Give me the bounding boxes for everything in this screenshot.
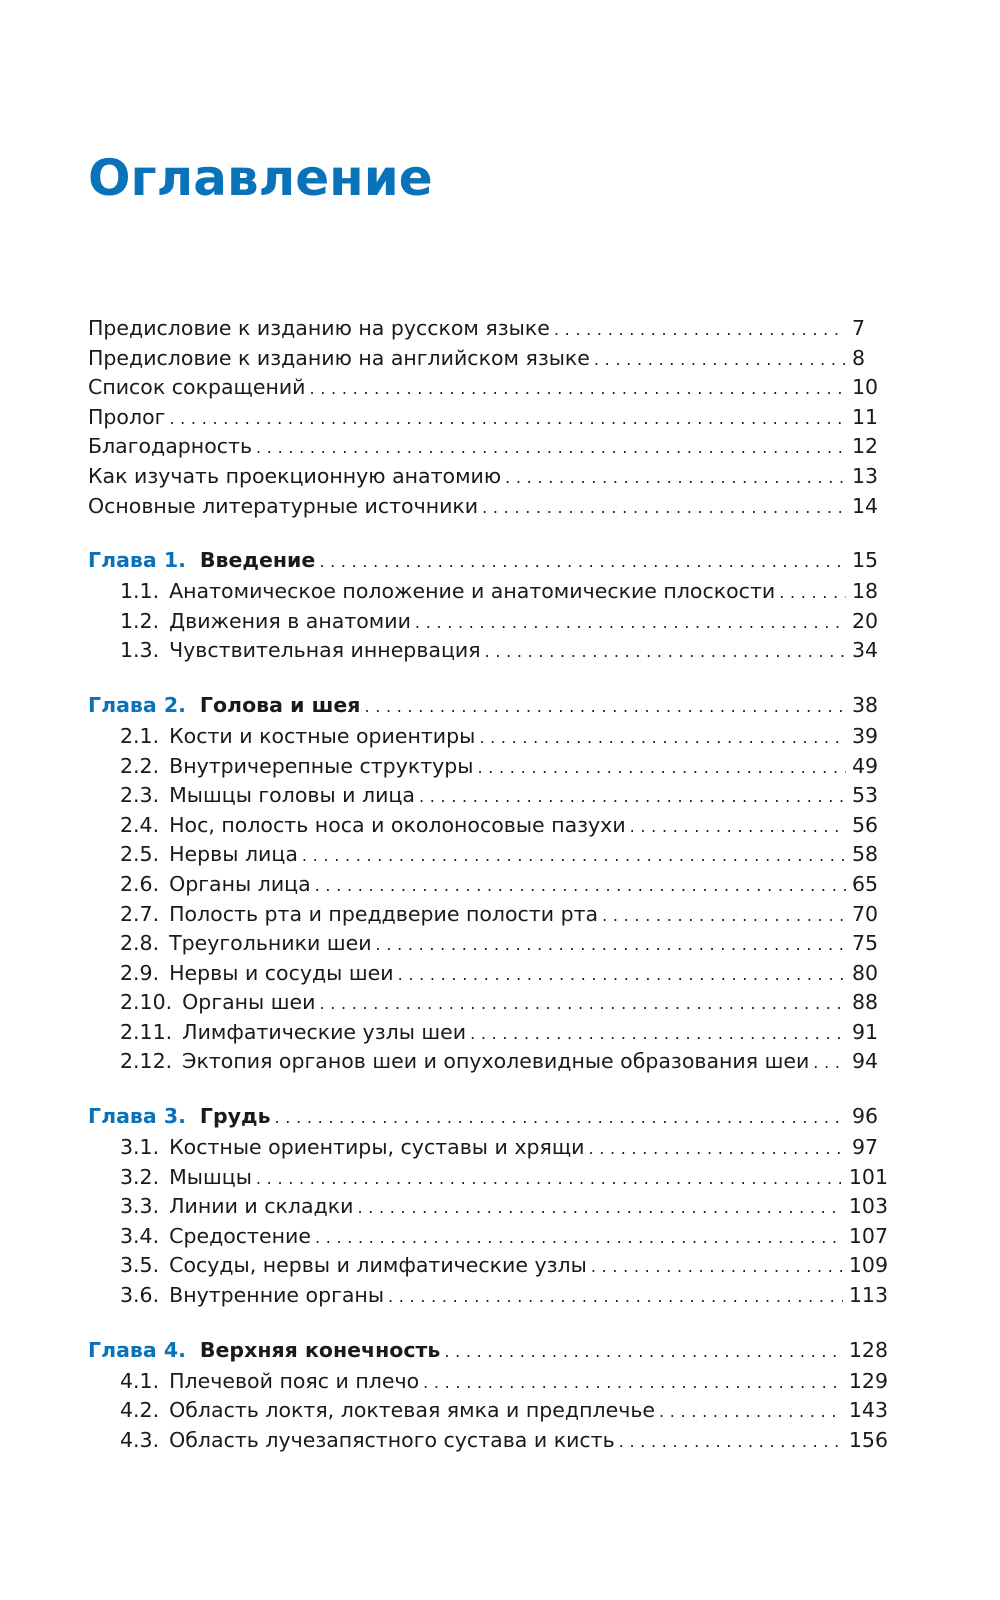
toc-section-2-8[interactable] bbox=[88, 929, 888, 959]
chapter-number: Глава 2. bbox=[88, 692, 186, 717]
toc-section-2-5[interactable] bbox=[88, 840, 888, 870]
section-title: Движения в анатомии bbox=[169, 608, 411, 633]
page-title: Оглавление bbox=[88, 149, 433, 207]
toc-page-number: 7 bbox=[852, 316, 866, 340]
toc-entry-label: Предисловие к изданию на английском языке bbox=[88, 345, 590, 370]
toc-section-3-4[interactable] bbox=[88, 1222, 888, 1252]
toc-chapter-2[interactable] bbox=[88, 689, 888, 722]
toc-entry-preface-english[interactable] bbox=[88, 344, 888, 374]
toc-page-number: 8 bbox=[852, 345, 866, 370]
chapter-title: Голова и шея bbox=[199, 692, 361, 717]
spacer bbox=[88, 1311, 888, 1334]
toc-entry-preface-russian[interactable] bbox=[88, 314, 888, 344]
toc-section-2-1[interactable] bbox=[88, 722, 888, 752]
section-title: Кости и костные ориентиры bbox=[169, 723, 476, 748]
chapter-number: Глава 3. bbox=[88, 1104, 186, 1129]
toc-page-number: 70 bbox=[852, 901, 879, 926]
section-title: Треугольники шеи bbox=[169, 931, 372, 956]
toc-page-number: 14 bbox=[852, 493, 879, 518]
toc-entry-prologue[interactable] bbox=[88, 403, 888, 433]
section-number: 1.1. bbox=[120, 579, 160, 604]
dot-leader bbox=[602, 901, 846, 930]
dot-leader bbox=[315, 871, 846, 900]
toc-page-number: 39 bbox=[852, 723, 879, 748]
section-number: 2.8. bbox=[120, 931, 160, 956]
toc-section-2-4[interactable] bbox=[88, 811, 888, 841]
toc-section-3-5[interactable] bbox=[88, 1251, 888, 1281]
toc-chapter-3[interactable] bbox=[88, 1100, 888, 1133]
section-title: Мышцы головы и лица bbox=[169, 783, 415, 808]
section-number: 3.3. bbox=[120, 1194, 160, 1219]
section-title: Средостение bbox=[169, 1223, 311, 1248]
dot-leader bbox=[319, 545, 846, 577]
toc-page-number: 143 bbox=[848, 1398, 888, 1423]
chapter-number: Глава 4. bbox=[88, 1337, 186, 1362]
section-number: 3.5. bbox=[120, 1253, 160, 1278]
dot-leader bbox=[779, 578, 846, 607]
toc-chapter-1[interactable] bbox=[88, 544, 888, 577]
toc-entry-label: Как изучать проекционную анатомию bbox=[88, 463, 502, 488]
dot-leader bbox=[376, 930, 846, 959]
toc-page-number: 91 bbox=[852, 1019, 879, 1044]
section-title: Нервы и сосуды шеи bbox=[169, 960, 394, 985]
spacer bbox=[88, 1077, 888, 1100]
toc-page-number: 129 bbox=[848, 1368, 888, 1393]
toc-section-2-2[interactable] bbox=[88, 752, 888, 782]
table-of-contents bbox=[88, 314, 888, 1455]
dot-leader bbox=[256, 433, 846, 462]
dot-leader bbox=[588, 1134, 846, 1163]
dot-leader bbox=[319, 989, 846, 1018]
dot-leader bbox=[594, 345, 846, 374]
toc-page-number: 38 bbox=[852, 692, 879, 717]
dot-leader bbox=[470, 1019, 846, 1048]
section-number: 2.7. bbox=[120, 901, 160, 926]
toc-section-4-1[interactable] bbox=[88, 1367, 888, 1397]
dot-leader bbox=[630, 812, 846, 841]
section-number: 2.11. bbox=[120, 1019, 173, 1044]
dot-leader bbox=[419, 782, 846, 811]
section-number: 2.10. bbox=[120, 990, 173, 1015]
toc-page-number: 103 bbox=[848, 1194, 888, 1219]
section-title: Область локтя, локтевая ямка и предплечье bbox=[169, 1398, 656, 1423]
section-number: 4.2. bbox=[120, 1398, 160, 1423]
dot-leader bbox=[659, 1397, 843, 1426]
dot-leader bbox=[505, 463, 846, 492]
section-number: 2.12. bbox=[120, 1049, 173, 1074]
section-number: 2.2. bbox=[120, 753, 160, 778]
toc-entry-label: Благодарность bbox=[88, 434, 253, 459]
section-number: 2.6. bbox=[120, 871, 160, 896]
toc-section-2-9[interactable] bbox=[88, 959, 888, 989]
section-title: Анатомическое положение и анатомические плоскости bbox=[169, 579, 776, 604]
toc-section-3-2[interactable] bbox=[88, 1163, 888, 1193]
dot-leader bbox=[485, 637, 846, 666]
dot-leader bbox=[482, 493, 846, 522]
dot-leader bbox=[256, 1164, 843, 1193]
dot-leader bbox=[169, 404, 846, 433]
spacer bbox=[88, 666, 888, 689]
toc-page-number: 75 bbox=[852, 931, 879, 956]
toc-entry-label: Пролог bbox=[88, 404, 166, 429]
toc-section-2-12[interactable] bbox=[88, 1047, 888, 1077]
dot-leader bbox=[444, 1335, 843, 1367]
section-title: Чувствительная иннервация bbox=[169, 638, 481, 663]
dot-leader bbox=[591, 1252, 843, 1281]
dot-leader bbox=[315, 1223, 843, 1252]
toc-page-number: 56 bbox=[852, 812, 879, 837]
toc-page-number: 88 bbox=[852, 990, 879, 1015]
section-title: Лимфатические узлы шеи bbox=[182, 1019, 467, 1044]
dot-leader bbox=[388, 1282, 843, 1311]
toc-section-1-2[interactable] bbox=[88, 607, 888, 637]
dot-leader bbox=[398, 960, 846, 989]
section-number: 2.1. bbox=[120, 723, 160, 748]
toc-section-3-3[interactable] bbox=[88, 1192, 888, 1222]
chapter-title: Введение bbox=[199, 548, 316, 573]
toc-section-1-1[interactable] bbox=[88, 577, 888, 607]
toc-section-2-7[interactable] bbox=[88, 900, 888, 930]
section-title: Область лучезапястного сустава и кисть bbox=[169, 1427, 615, 1452]
section-title: Нервы лица bbox=[169, 842, 298, 867]
toc-page-number: 11 bbox=[852, 404, 879, 429]
dot-leader bbox=[357, 1193, 842, 1222]
spacer bbox=[88, 521, 888, 544]
toc-page-number: 34 bbox=[852, 638, 879, 663]
dot-leader bbox=[275, 1101, 846, 1133]
toc-page-number: 10 bbox=[852, 375, 879, 400]
toc-page-number: 113 bbox=[848, 1283, 888, 1308]
toc-entry-label: Список сокращений bbox=[88, 375, 306, 400]
section-title: Линии и складки bbox=[169, 1194, 354, 1219]
section-number: 3.6. bbox=[120, 1283, 160, 1308]
section-title: Плечевой пояс и плечо bbox=[169, 1368, 420, 1393]
toc-page-number: 18 bbox=[852, 579, 879, 604]
section-number: 4.1. bbox=[120, 1368, 160, 1393]
toc-page-number: 96 bbox=[852, 1104, 879, 1129]
toc-entry-references[interactable] bbox=[88, 492, 888, 522]
section-number: 2.4. bbox=[120, 812, 160, 837]
section-title: Костные ориентиры, суставы и хрящи bbox=[169, 1135, 585, 1160]
section-number: 1.2. bbox=[120, 608, 160, 633]
section-title: Органы шеи bbox=[182, 990, 316, 1015]
section-number: 2.3. bbox=[120, 783, 160, 808]
toc-page-number: 97 bbox=[852, 1135, 879, 1160]
dot-leader bbox=[813, 1048, 846, 1077]
dot-leader bbox=[479, 723, 846, 752]
section-title: Внутренние органы bbox=[169, 1283, 385, 1308]
section-title: Полость рта и преддверие полости рта bbox=[169, 901, 599, 926]
toc-page-number: 80 bbox=[852, 960, 879, 985]
toc-section-2-11[interactable] bbox=[88, 1018, 888, 1048]
section-number: 3.2. bbox=[120, 1164, 160, 1189]
toc-page-number: 65 bbox=[852, 871, 879, 896]
section-title: Органы лица bbox=[169, 871, 311, 896]
toc-page-number: 13 bbox=[852, 463, 879, 488]
toc-page-number: 20 bbox=[852, 608, 879, 633]
toc-page-number: 53 bbox=[852, 783, 879, 808]
section-title: Нос, полость носа и околоносовые пазухи bbox=[169, 812, 626, 837]
section-number: 4.3. bbox=[120, 1427, 160, 1452]
toc-page-number: 101 bbox=[848, 1164, 888, 1189]
toc-page-number: 49 bbox=[852, 753, 879, 778]
section-title: Внутричерепные структуры bbox=[169, 753, 474, 778]
dot-leader bbox=[364, 690, 846, 722]
dot-leader bbox=[302, 841, 846, 870]
toc-section-3-6[interactable] bbox=[88, 1281, 888, 1311]
section-number: 2.5. bbox=[120, 842, 160, 867]
section-title: Сосуды, нервы и лимфатические узлы bbox=[169, 1253, 587, 1278]
toc-chapter-4[interactable] bbox=[88, 1334, 888, 1367]
toc-section-2-6[interactable] bbox=[88, 870, 888, 900]
toc-section-1-3[interactable] bbox=[88, 636, 888, 666]
toc-section-4-3[interactable] bbox=[88, 1426, 888, 1456]
toc-page-number: 107 bbox=[848, 1223, 888, 1248]
toc-entry-acknowledgements[interactable] bbox=[88, 432, 888, 462]
chapter-number: Глава 1. bbox=[88, 548, 186, 573]
toc-page-number: 12 bbox=[852, 434, 879, 459]
dot-leader bbox=[619, 1427, 843, 1456]
dot-leader bbox=[415, 608, 846, 637]
toc-page-number: 128 bbox=[848, 1337, 888, 1362]
section-title: Эктопия органов шеи и опухолевидные образования шеи bbox=[182, 1049, 810, 1074]
dot-leader bbox=[554, 315, 846, 344]
toc-entry-label: Основные литературные источники bbox=[88, 493, 479, 518]
dot-leader bbox=[310, 374, 847, 403]
toc-entry-label: Предисловие к изданию на русском языке bbox=[88, 316, 550, 340]
toc-entry-abbreviations[interactable] bbox=[88, 373, 888, 403]
toc-page-number: 15 bbox=[852, 548, 879, 573]
dot-leader bbox=[477, 753, 846, 782]
chapter-title: Грудь bbox=[199, 1104, 271, 1129]
toc-page-number: 109 bbox=[848, 1253, 888, 1278]
section-number: 3.1. bbox=[120, 1135, 160, 1160]
toc-section-4-2[interactable] bbox=[88, 1396, 888, 1426]
section-number: 3.4. bbox=[120, 1223, 160, 1248]
dot-leader bbox=[423, 1368, 843, 1397]
section-title: Мышцы bbox=[169, 1164, 252, 1189]
toc-entry-how-to-study[interactable] bbox=[88, 462, 888, 492]
toc-page-number: 58 bbox=[852, 842, 879, 867]
toc-section-3-1[interactable] bbox=[88, 1133, 888, 1163]
chapter-title: Верхняя конечность bbox=[199, 1337, 441, 1362]
section-number: 2.9. bbox=[120, 960, 160, 985]
toc-page-number: 94 bbox=[852, 1049, 879, 1074]
section-number: 1.3. bbox=[120, 638, 160, 663]
toc-section-2-10[interactable] bbox=[88, 988, 888, 1018]
toc-section-2-3[interactable] bbox=[88, 781, 888, 811]
toc-page-number: 156 bbox=[848, 1427, 888, 1452]
